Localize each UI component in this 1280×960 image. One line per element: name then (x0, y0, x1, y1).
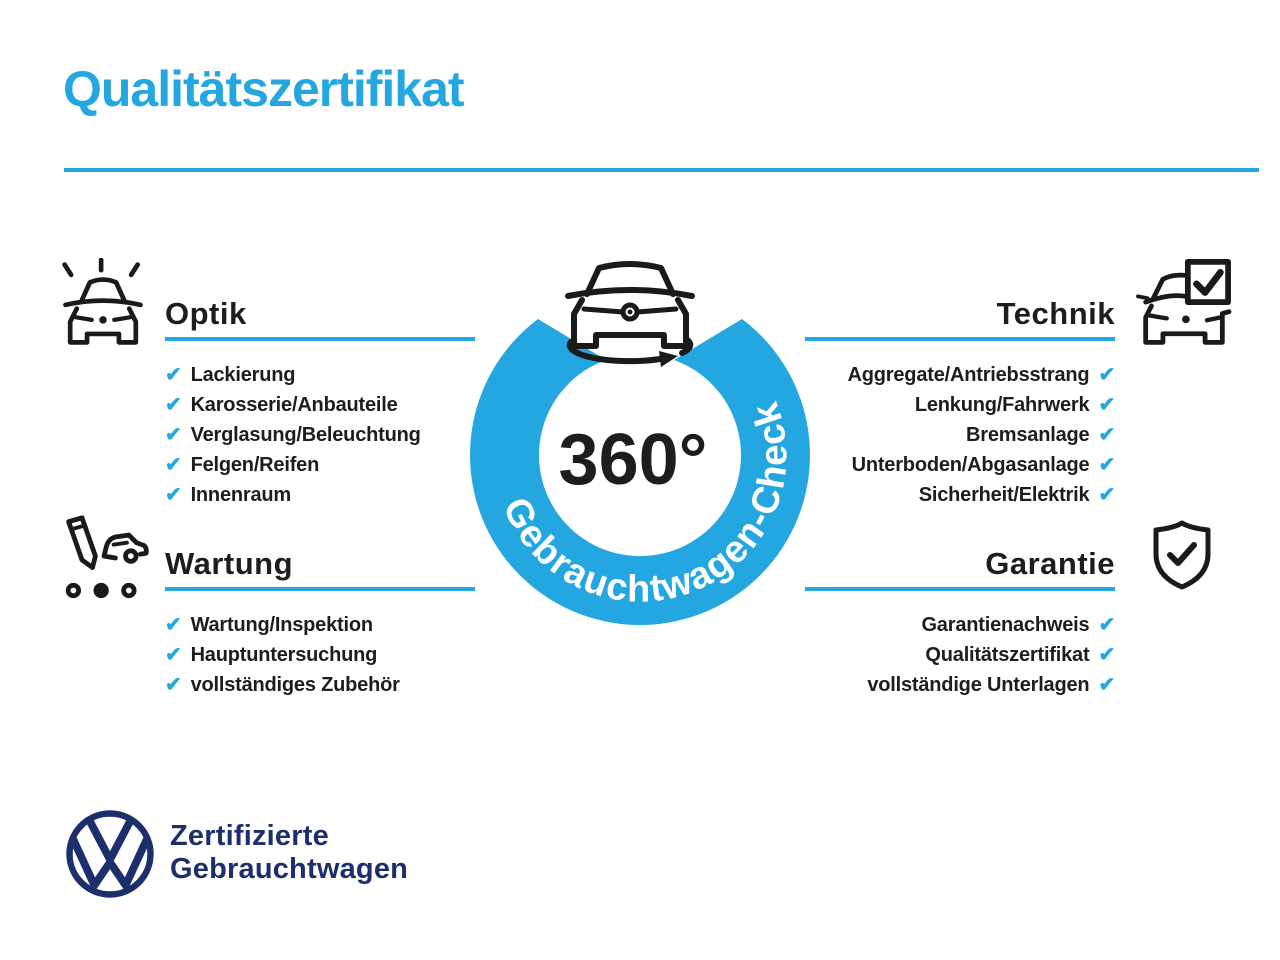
checkmark-icon: ✔ (165, 364, 182, 386)
checkmark-icon: ✔ (165, 644, 182, 666)
checklist-item (165, 640, 475, 670)
checklist-optik (165, 360, 475, 510)
checklist-wartung (165, 610, 475, 700)
checklist-item (165, 420, 475, 450)
checklist-item-label: Sicherheit/Elektrik (918, 484, 1090, 506)
checklist-item (165, 480, 475, 510)
checklist-item-label: Garantienachweis (921, 614, 1090, 636)
section-title-optik: Optik (165, 296, 247, 331)
checklist-item (805, 450, 1115, 480)
page-title: Qualitätszertifikat (63, 61, 464, 117)
brand-claim (170, 820, 408, 886)
checklist-item-label: Hauptuntersuchung (190, 644, 378, 666)
brand-claim-line1: Zertifizierte (170, 820, 329, 852)
checklist-garantie (805, 610, 1115, 700)
checklist-item (165, 360, 475, 390)
vw-logo-icon (64, 808, 156, 900)
checklist-item (165, 670, 475, 700)
checklist-item-label: Karosserie/Anbauteile (190, 394, 398, 416)
checkmark-icon: ✔ (165, 394, 182, 416)
checkmark-icon: ✔ (165, 674, 182, 696)
checkmark-icon: ✔ (1098, 424, 1115, 446)
checkmark-icon: ✔ (1098, 394, 1115, 416)
checkmark-icon: ✔ (1098, 484, 1115, 506)
checklist-item-label: Lenkung/Fahrwerk (914, 394, 1090, 416)
checklist-item (805, 480, 1115, 510)
checkmark-icon: ✔ (1098, 454, 1115, 476)
checkmark-icon: ✔ (165, 454, 182, 476)
ring-label: Gebrauchtwagen-Check (494, 396, 796, 611)
checklist-item-label: vollständiges Zubehör (190, 674, 400, 696)
checkmark-icon: ✔ (1098, 364, 1115, 386)
section-divider (165, 337, 475, 341)
checkmark-icon: ✔ (165, 424, 182, 446)
car-shine-icon (56, 258, 150, 348)
checklist-item (165, 450, 475, 480)
checklist-item (805, 360, 1115, 390)
brand-claim-line2: Gebrauchtwagen (170, 853, 409, 885)
section-title-technik: Technik (996, 296, 1115, 331)
section-divider (805, 587, 1115, 591)
checkmark-icon: ✔ (1098, 674, 1115, 696)
checklist-item-label: Qualitätszertifikat (925, 644, 1090, 666)
checklist-item-label: Felgen/Reifen (190, 454, 320, 476)
checklist-item-label: Innenraum (190, 484, 291, 506)
checklist-item (805, 610, 1115, 640)
title-divider (64, 168, 1259, 172)
checklist-item (805, 640, 1115, 670)
shield-check-icon (1150, 520, 1214, 590)
checklist-item-label: vollständige Unterlagen (867, 674, 1090, 696)
checklist-item-label: Lackierung (190, 364, 296, 386)
pencil-car-checklist-icon (58, 514, 150, 602)
checkmark-icon: ✔ (165, 614, 182, 636)
checkmark-icon: ✔ (165, 484, 182, 506)
checklist-item-label: Bremsanlage (966, 424, 1090, 446)
checklist-item (165, 390, 475, 420)
checklist-item (805, 670, 1115, 700)
checklist-item-label: Verglasung/Beleuchtung (190, 424, 421, 446)
section-garantie (805, 545, 1115, 700)
degree-label: 360° (558, 420, 708, 500)
checklist-item-label: Wartung/Inspektion (190, 614, 373, 636)
section-divider (165, 587, 475, 591)
checklist-item (165, 610, 475, 640)
checklist-item-label: Unterboden/Abgasanlage (851, 454, 1090, 476)
checklist-item-label: Aggregate/Antriebsstrang (847, 364, 1090, 386)
section-divider (805, 337, 1115, 341)
checklist-item (805, 390, 1115, 420)
section-optik (165, 295, 475, 510)
section-title-wartung: Wartung (165, 546, 294, 581)
section-title-garantie: Garantie (985, 546, 1115, 581)
checklist-item (805, 420, 1115, 450)
section-wartung (165, 545, 475, 700)
section-technik (805, 295, 1115, 510)
car-checkbox-icon (1136, 258, 1232, 350)
360-check-badge (440, 238, 840, 662)
checkmark-icon: ✔ (1098, 644, 1115, 666)
checklist-technik (805, 360, 1115, 510)
checkmark-icon: ✔ (1098, 614, 1115, 636)
